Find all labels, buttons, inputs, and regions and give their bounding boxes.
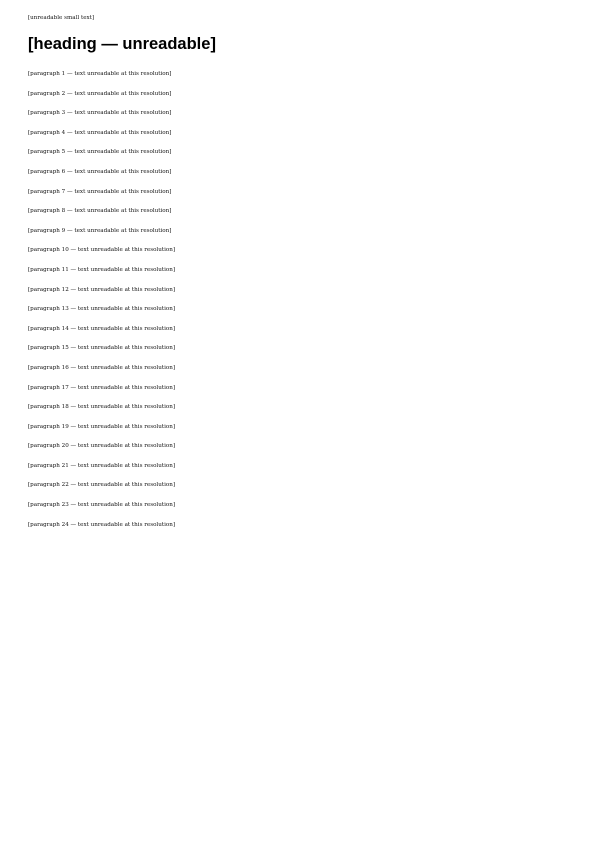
list-item: [paragraph 9 — text unreadable at this resolution] [28,227,172,234]
paragraph: [paragraph 2 — text unreadable at this resolution] [28,90,172,97]
paragraph: [paragraph 11 — text unreadable at this resolution] [28,266,176,273]
document-page [28,14,568,540]
continuation-text: [unreadable small text] [28,15,95,21]
paragraph: [paragraph 22 — text unreadable at this resolution] [28,482,176,489]
list-item: [paragraph 17 — text unreadable at this resolution] [28,384,176,391]
paragraph: [paragraph 16 — text unreadable at this resolution] [28,364,176,371]
list-item: [paragraph 7 — text unreadable at this resolution] [28,188,172,195]
paragraph: [paragraph 21 — text unreadable at this resolution] [28,462,176,469]
list-item: [paragraph 4 — text unreadable at this resolution] [28,129,172,136]
list-item: [paragraph 20 — text unreadable at this resolution] [28,443,176,450]
paragraph: [paragraph 13 — text unreadable at this resolution] [28,306,176,313]
paragraph: [paragraph 24 — text unreadable at this resolution] [28,521,176,528]
list-item: [paragraph 8 — text unreadable at this resolution] [28,208,172,215]
paragraph: [paragraph 23 — text unreadable at this resolution] [28,502,176,509]
list-item: [paragraph 5 — text unreadable at this resolution] [28,149,172,156]
list-item: [paragraph 6 — text unreadable at this resolution] [28,168,172,175]
document-body [28,70,568,529]
paragraph: [paragraph 12 — text unreadable at this resolution] [28,286,176,293]
section-heading: [heading — unreadable] [28,35,216,53]
paragraph: [paragraph 10 — text unreadable at this resolution] [28,247,176,254]
paragraph: [paragraph 3 — text unreadable at this resolution] [28,110,172,117]
list-item: [paragraph 18 — text unreadable at this resolution] [28,404,176,411]
paragraph: [paragraph 15 — text unreadable at this resolution] [28,345,176,352]
list-item: [paragraph 19 — text unreadable at this resolution] [28,423,176,430]
paragraph: [paragraph 1 — text unreadable at this resolution] [28,71,172,77]
paragraph: [paragraph 14 — text unreadable at this resolution] [28,325,176,332]
